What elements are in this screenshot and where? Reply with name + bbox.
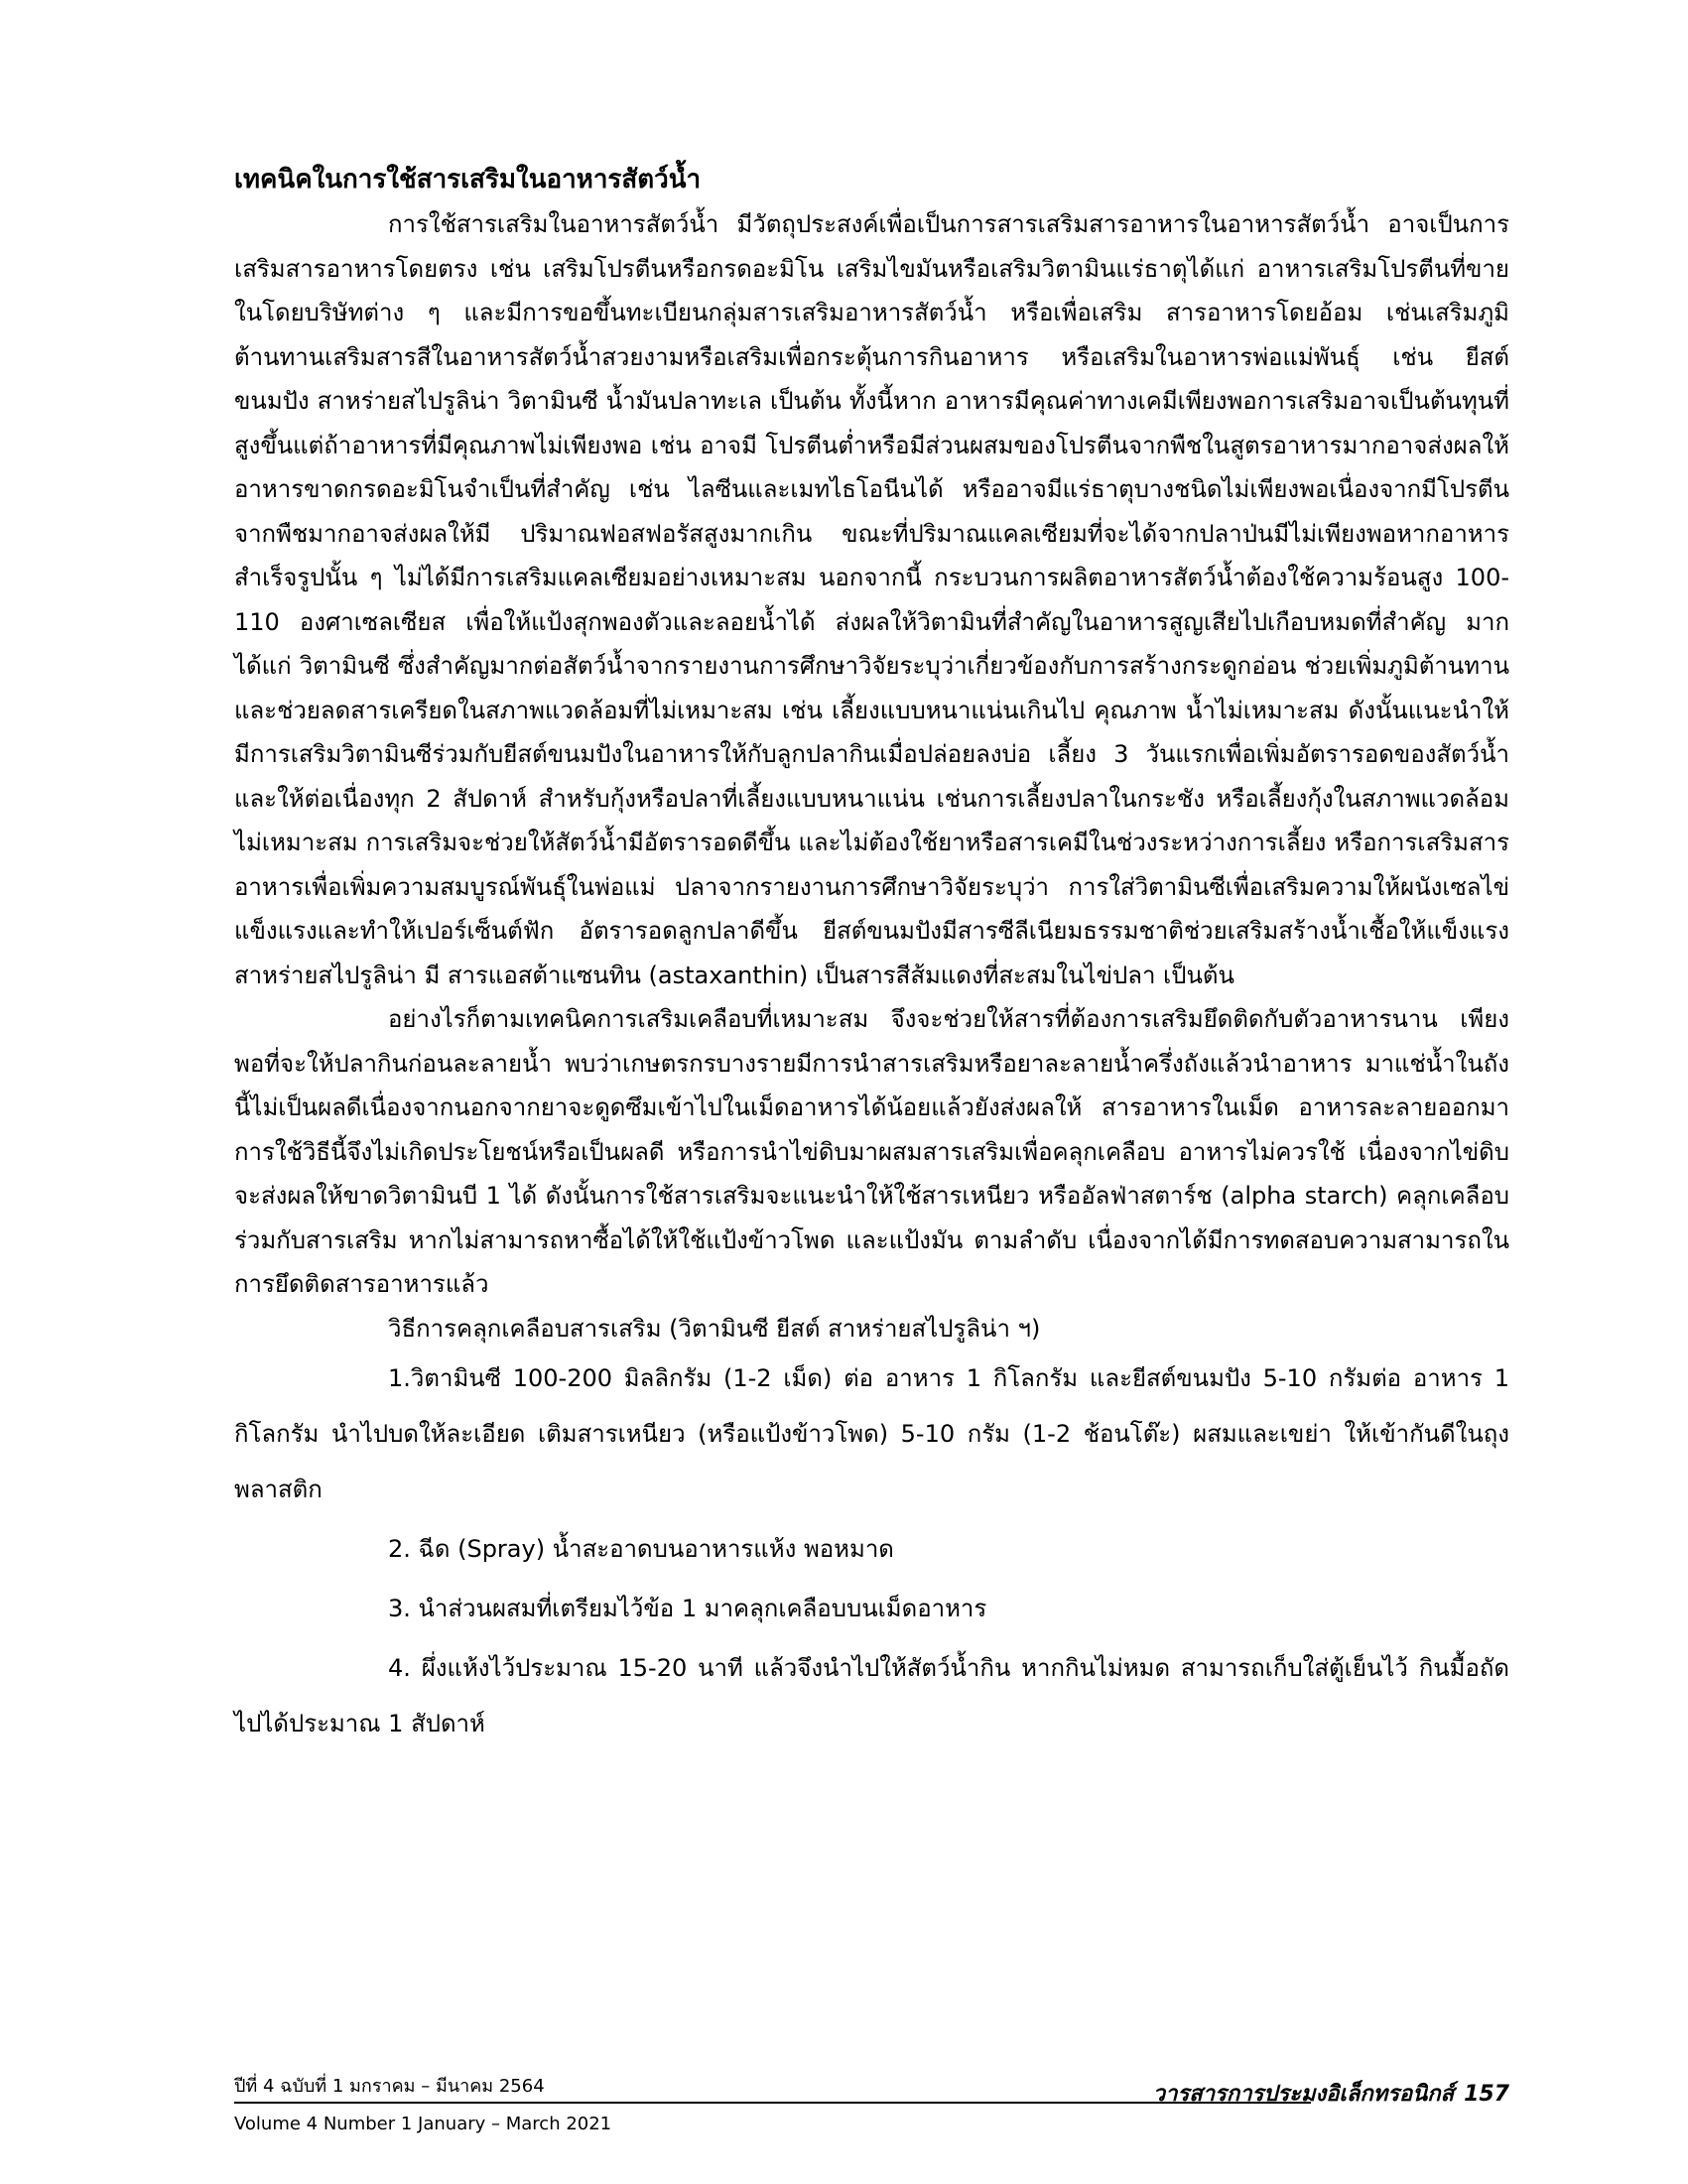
journal-title-block: [1153, 2080, 1509, 2110]
page-footer: [234, 2070, 1509, 2159]
issue-info-english: Volume 4 Number 1 January – March 2021: [234, 2114, 612, 2134]
method-heading: วิธีการคลุกเคลือบสารเสริม (วิตามินซี ยีสต์ สาหร่ายสไปรูลิน่า ฯ): [388, 1314, 1041, 1343]
paragraph-1: การใช้สารเสริมในอาหารสัตว์น้ำ มีวัตถุประสงค์เพื่อเป็นการสารเสริมสารอาหารในอาหารสัตว์น้ำ อาจเป็นการเสริมสารอาหารโดยตรง เช่น เสริมโปรตีนหรือกรดอะมิโน เสริมไขมันหรือเสริมวิตามินแร่ธาตุได้แก่ อาหารเสริมโปรตีนที่ขายในโดยบริษัทต่าง ๆ และมีการขอขึ้นทะเบียนกลุ่มสารเสริมอาหารสัตว์น้ำ หรือเพื่อเสริม สารอาหารโดยอ้อม เช่นเสริมภูมิต้านทานเสริมสารสีในอาหารสัตว์น้ำสวยงามหรือเสริมเพื่อกระตุ้นการกินอาหาร หรือเสริมในอาหารพ่อแม่พันธุ์ เช่น ยีสต์ขนมปัง สาหร่ายสไปรูลิน่า วิตามินซี น้ำมันปลาทะเล เป็นต้น ทั้งนี้หาก อาหารมีคุณค่าทางเคมีเพียงพอการเสริมอาจเป็นต้นทุนที่สูงขึ้นแต่ถ้าอาหารที่มีคุณภาพไม่เพียงพอ เช่น อาจมี โปรตีนต่ำหรือมีส่วนผสมของโปรตีนจากพืชในสูตรอาหารมากอาจส่งผลให้อาหารขาดกรดอะมิโนจำเป็นที่สำคัญ เช่น ไลซีนและเมทไธโอนีนได้ หรืออาจมีแร่ธาตุบางชนิดไม่เพียงพอเนื่องจากมีโปรตีนจากพืชมากอาจส่งผลให้มี ปริมาณฟอสฟอรัสสูงมากเกิน ขณะที่ปริมาณแคลเซียมที่จะได้จากปลาป่นมีไม่เพียงพอหากอาหารสำเร็จรูปนั้น ๆ ไม่ได้มีการเสริมแคลเซียมอย่างเหมาะสม นอกจากนี้ กระบวนการผลิตอาหารสัตว์น้ำต้องใช้ความร้อนสูง 100-110 องศาเซลเซียส เพื่อให้แป้งสุกพองตัวและลอยน้ำได้ ส่งผลให้วิตามินที่สำคัญในอาหารสูญเสียไปเกือบหมดที่สำคัญ มากได้แก่ วิตามินซี ซึ่งสำคัญมากต่อสัตว์น้ำจากรายงานการศึกษาวิจัยระบุว่าเกี่ยวข้องกับการสร้างกระดูกอ่อน ช่วยเพิ่มภูมิต้านทานและช่วยลดสารเครียดในสภาพแวดล้อมที่ไม่เหมาะสม เช่น เลี้ยงแบบหนาแน่นเกินไป คุณภาพ น้ำไม่เหมาะสม ดังนั้นแนะนำให้มีการเสริมวิตามินซีร่วมกับยีสต์ขนมปังในอาหารให้กับลูกปลากินเมื่อปล่อยลงบ่อ เลี้ยง 3 วันแรกเพื่อเพิ่มอัตรารอดของสัตว์น้ำ และให้ต่อเนื่องทุก 2 สัปดาห์ สำหรับกุ้งหรือปลาที่เลี้ยงแบบหนาแน่น เช่นการเลี้ยงปลาในกระชัง หรือเลี้ยงกุ้งในสภาพแวดล้อมไม่เหมาะสม การเสริมจะช่วยให้สัตว์น้ำมีอัตรารอดดีขึ้น และไม่ต้องใช้ยาหรือสารเคมีในช่วงระหว่างการเลี้ยง หรือการเสริมสารอาหารเพื่อเพิ่มความสมบูรณ์พันธุ์ในพ่อแม่ ปลาจากรายงานการศึกษาวิจัยระบุว่า การใส่วิตามินซีเพื่อเสริมความให้ผนังเซลไข่แข็งแรงและทำให้เปอร์เซ็นต์ฟัก อัตรารอดลูกปลาดีขึ้น ยีสต์ขนมปังมีสารซีลีเนียมธรรมชาติช่วยเสริมสร้างน้ำเชื้อให้แข็งแรง สาหร่ายสไปรูลิน่า มี สารแอสต้าแซนทิน (astaxanthin) เป็นสารสีส้มแดงที่สะสมในไข่ปลา เป็นต้น: [234, 210, 1509, 989]
step-3: 3. นำส่วนผสมที่เตรียมไว้ข้อ 1 มาคลุกเคลือบบนเม็ดอาหาร: [388, 1595, 987, 1622]
step-1: 1.วิตามินซี 100-200 มิลลิกรัม (1-2 เม็ด) ต่อ อาหาร 1 กิโลกรัม และยีสต์ขนมปัง 5-10 กรัมต่อ อาหาร 1 กิโลกรัม นำไปบดให้ละเอียด เติมสารเหนียว (หรือแป้งข้าวโพด) 5-10 กรัม (1-2 ช้อนโต๊ะ) ผสมและเขย่า ให้เข้ากันดีในถุงพลาสติก: [234, 1364, 1509, 1503]
page-number: 157: [1464, 2082, 1509, 2107]
article-title: เทคนิคในการใช้สารเสริมในอาหารสัตว์น้ำ: [234, 165, 702, 194]
journal-name: วารสารการประมงอิเล็กทรอนิกส์: [1152, 2082, 1455, 2107]
article-body: [234, 157, 1509, 1755]
step-2: 2. ฉีด (Spray) น้ำสะอาดบนอาหารแห้ง พอหมาด: [388, 1535, 894, 1563]
footer-divider: [234, 2102, 1311, 2104]
paragraph-2: อย่างไรก็ตามเทคนิคการเสริมเคลือบที่เหมาะสม จึงจะช่วยให้สารที่ต้องการเสริมยึดติดกับตัวอาหารนาน เพียงพอที่จะให้ปลากินก่อนละลายน้ำ พบว่าเกษตรกรบางรายมีการนำสารเสริมหรือยาละลายน้ำครึ่งถังแล้วนำอาหาร มาแช่น้ำในถังนี้ไม่เป็นผลดีเนื่องจากนอกจากยาจะดูดซึมเข้าไปในเม็ดอาหารได้น้อยแล้วยังส่งผลให้ สารอาหารในเม็ด อาหารละลายออกมาการใช้วิธีนี้จึงไม่เกิดประโยชน์หรือเป็นผลดี หรือการนำไข่ดิบมาผสมสารเสริมเพื่อคลุกเคลือบ อาหารไม่ควรใช้ เนื่องจากไข่ดิบจะส่งผลให้ขาดวิตามินบี 1 ได้ ดังนั้นการใช้สารเสริมจะแนะนำให้ใช้สารเหนียว หรืออัลฟ่าสตาร์ช (alpha starch) คลุกเคลือบร่วมกับสารเสริม หากไม่สามารถหาซื้อได้ให้ใช้แป้งข้าวโพด และแป้งมัน ตามลำดับ เนื่องจากได้มีการทดสอบความสามารถในการยึดติดสารอาหารแล้ว: [234, 1005, 1509, 1298]
step-4: 4. ผึ่งแห้งไว้ประมาณ 15-20 นาที แล้วจึงนำไปให้สัตว์น้ำกิน หากกินไม่หมด สามารถเก็บใส่ตู้เย็นไว้ กินมื้อถัดไปได้ประมาณ 1 สัปดาห์: [234, 1654, 1509, 1737]
issue-info-thai: ปีที่ 4 ฉบับที่ 1 มกราคม – มีนาคม 2564: [234, 2076, 545, 2097]
